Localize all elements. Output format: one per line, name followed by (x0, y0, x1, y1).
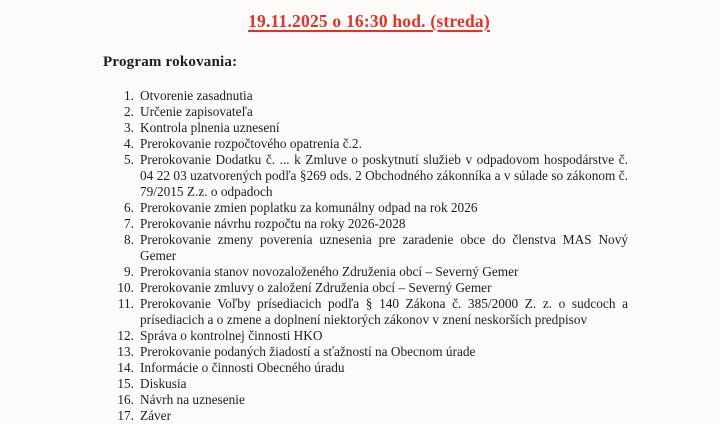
agenda-item-number: 14. (117, 360, 134, 375)
agenda-item (117, 296, 628, 328)
agenda-item-text: Správa o kontrolnej činnosti HKO (140, 328, 323, 343)
agenda-item (117, 264, 628, 280)
agenda-item-text: Prerokovanie rozpočtového opatrenia č.2. (140, 136, 362, 151)
agenda-item-number: 10. (117, 280, 134, 295)
agenda-item-text: Prerokovanie zmien poplatku za komunálny odpad na rok 2026 (140, 200, 478, 215)
agenda-item-text: Prerokovanie zmluvy o založení Združenia obcí – Severný Gemer (140, 280, 492, 295)
agenda-item-text: Prerokovanie Voľby prísediacich podľa § 140 Zákona č. 385/2000 Z. z. o sudcoch a prísediacich a o zmene a doplnení niektorých zákonov v znení neskorších predpisov (140, 296, 628, 327)
agenda-item (117, 328, 628, 344)
agenda-item (117, 200, 628, 216)
agenda-item-number: 8. (124, 232, 134, 247)
agenda-item-text: Informácie o činnosti Obecného úradu (140, 360, 345, 375)
agenda-item-number: 6. (124, 200, 134, 215)
agenda-item (117, 392, 628, 408)
agenda-item-number: 13. (117, 344, 134, 359)
meeting-datetime-heading (9, 0, 720, 32)
agenda-item-number: 3. (124, 120, 134, 135)
agenda-item-number: 11. (117, 296, 134, 311)
agenda-item (117, 408, 628, 424)
agenda-item (117, 232, 628, 264)
agenda-section-title: Program rokovania: (103, 54, 238, 70)
agenda-item-number: 4. (124, 136, 134, 151)
agenda-item-text: Prerokovanie podaných žiadostí a sťažností na Obecnom úrade (140, 344, 476, 359)
agenda-item-number: 2. (124, 104, 134, 119)
agenda-item (117, 360, 628, 376)
agenda-item (117, 344, 628, 360)
agenda-item (117, 152, 628, 200)
agenda-item-number: 9. (124, 264, 134, 279)
agenda-item-text: Prerokovanie návrhu rozpočtu na roky 2026-2028 (140, 216, 406, 231)
agenda-item-text: Diskusia (140, 376, 187, 391)
agenda-item-text: Záver (140, 408, 172, 423)
agenda-item-text: Otvorenie zasadnutia (140, 88, 253, 103)
agenda-item (117, 104, 628, 120)
agenda-item-text: Prerokovanie zmeny poverenia uznesenia pre zaradenie obce do členstva MAS Nový Gemer (140, 232, 628, 263)
agenda-item-number: 16. (117, 392, 134, 407)
agenda-item-number: 15. (117, 376, 134, 391)
agenda-item-text: Kontrola plnenia uznesení (140, 120, 280, 135)
agenda-list (117, 88, 628, 424)
agenda-item (117, 216, 628, 232)
agenda-item-text: Určenie zapisovateľa (140, 104, 253, 119)
agenda-item-number: 7. (124, 216, 134, 231)
agenda-item-number: 17. (117, 408, 134, 423)
agenda-item-number: 1. (124, 88, 134, 103)
agenda-item (117, 280, 628, 296)
agenda-item-number: 5. (124, 152, 134, 167)
agenda-item (117, 88, 628, 104)
agenda-item (117, 136, 628, 152)
agenda-item (117, 376, 628, 392)
meeting-datetime-text: 19.11.2025 o 16:30 hod. (streda) (248, 11, 490, 31)
agenda-item-text: Návrh na uznesenie (140, 392, 245, 407)
agenda-item-number: 12. (117, 328, 134, 343)
agenda-item (117, 120, 628, 136)
agenda-item-text: Prerokovania stanov novozaloženého Združenia obcí – Severný Gemer (140, 264, 519, 279)
agenda-item-text: Prerokovanie Dodatku č. ... k Zmluve o poskytnutí služieb v odpadovom hospodárstve č. 04 22 03 uzatvorených podľa §269 ods. 2 Obchodného zákonníka a v súlade so zákonom č. 79/2015 Z.z. o odpadoch (140, 152, 628, 199)
